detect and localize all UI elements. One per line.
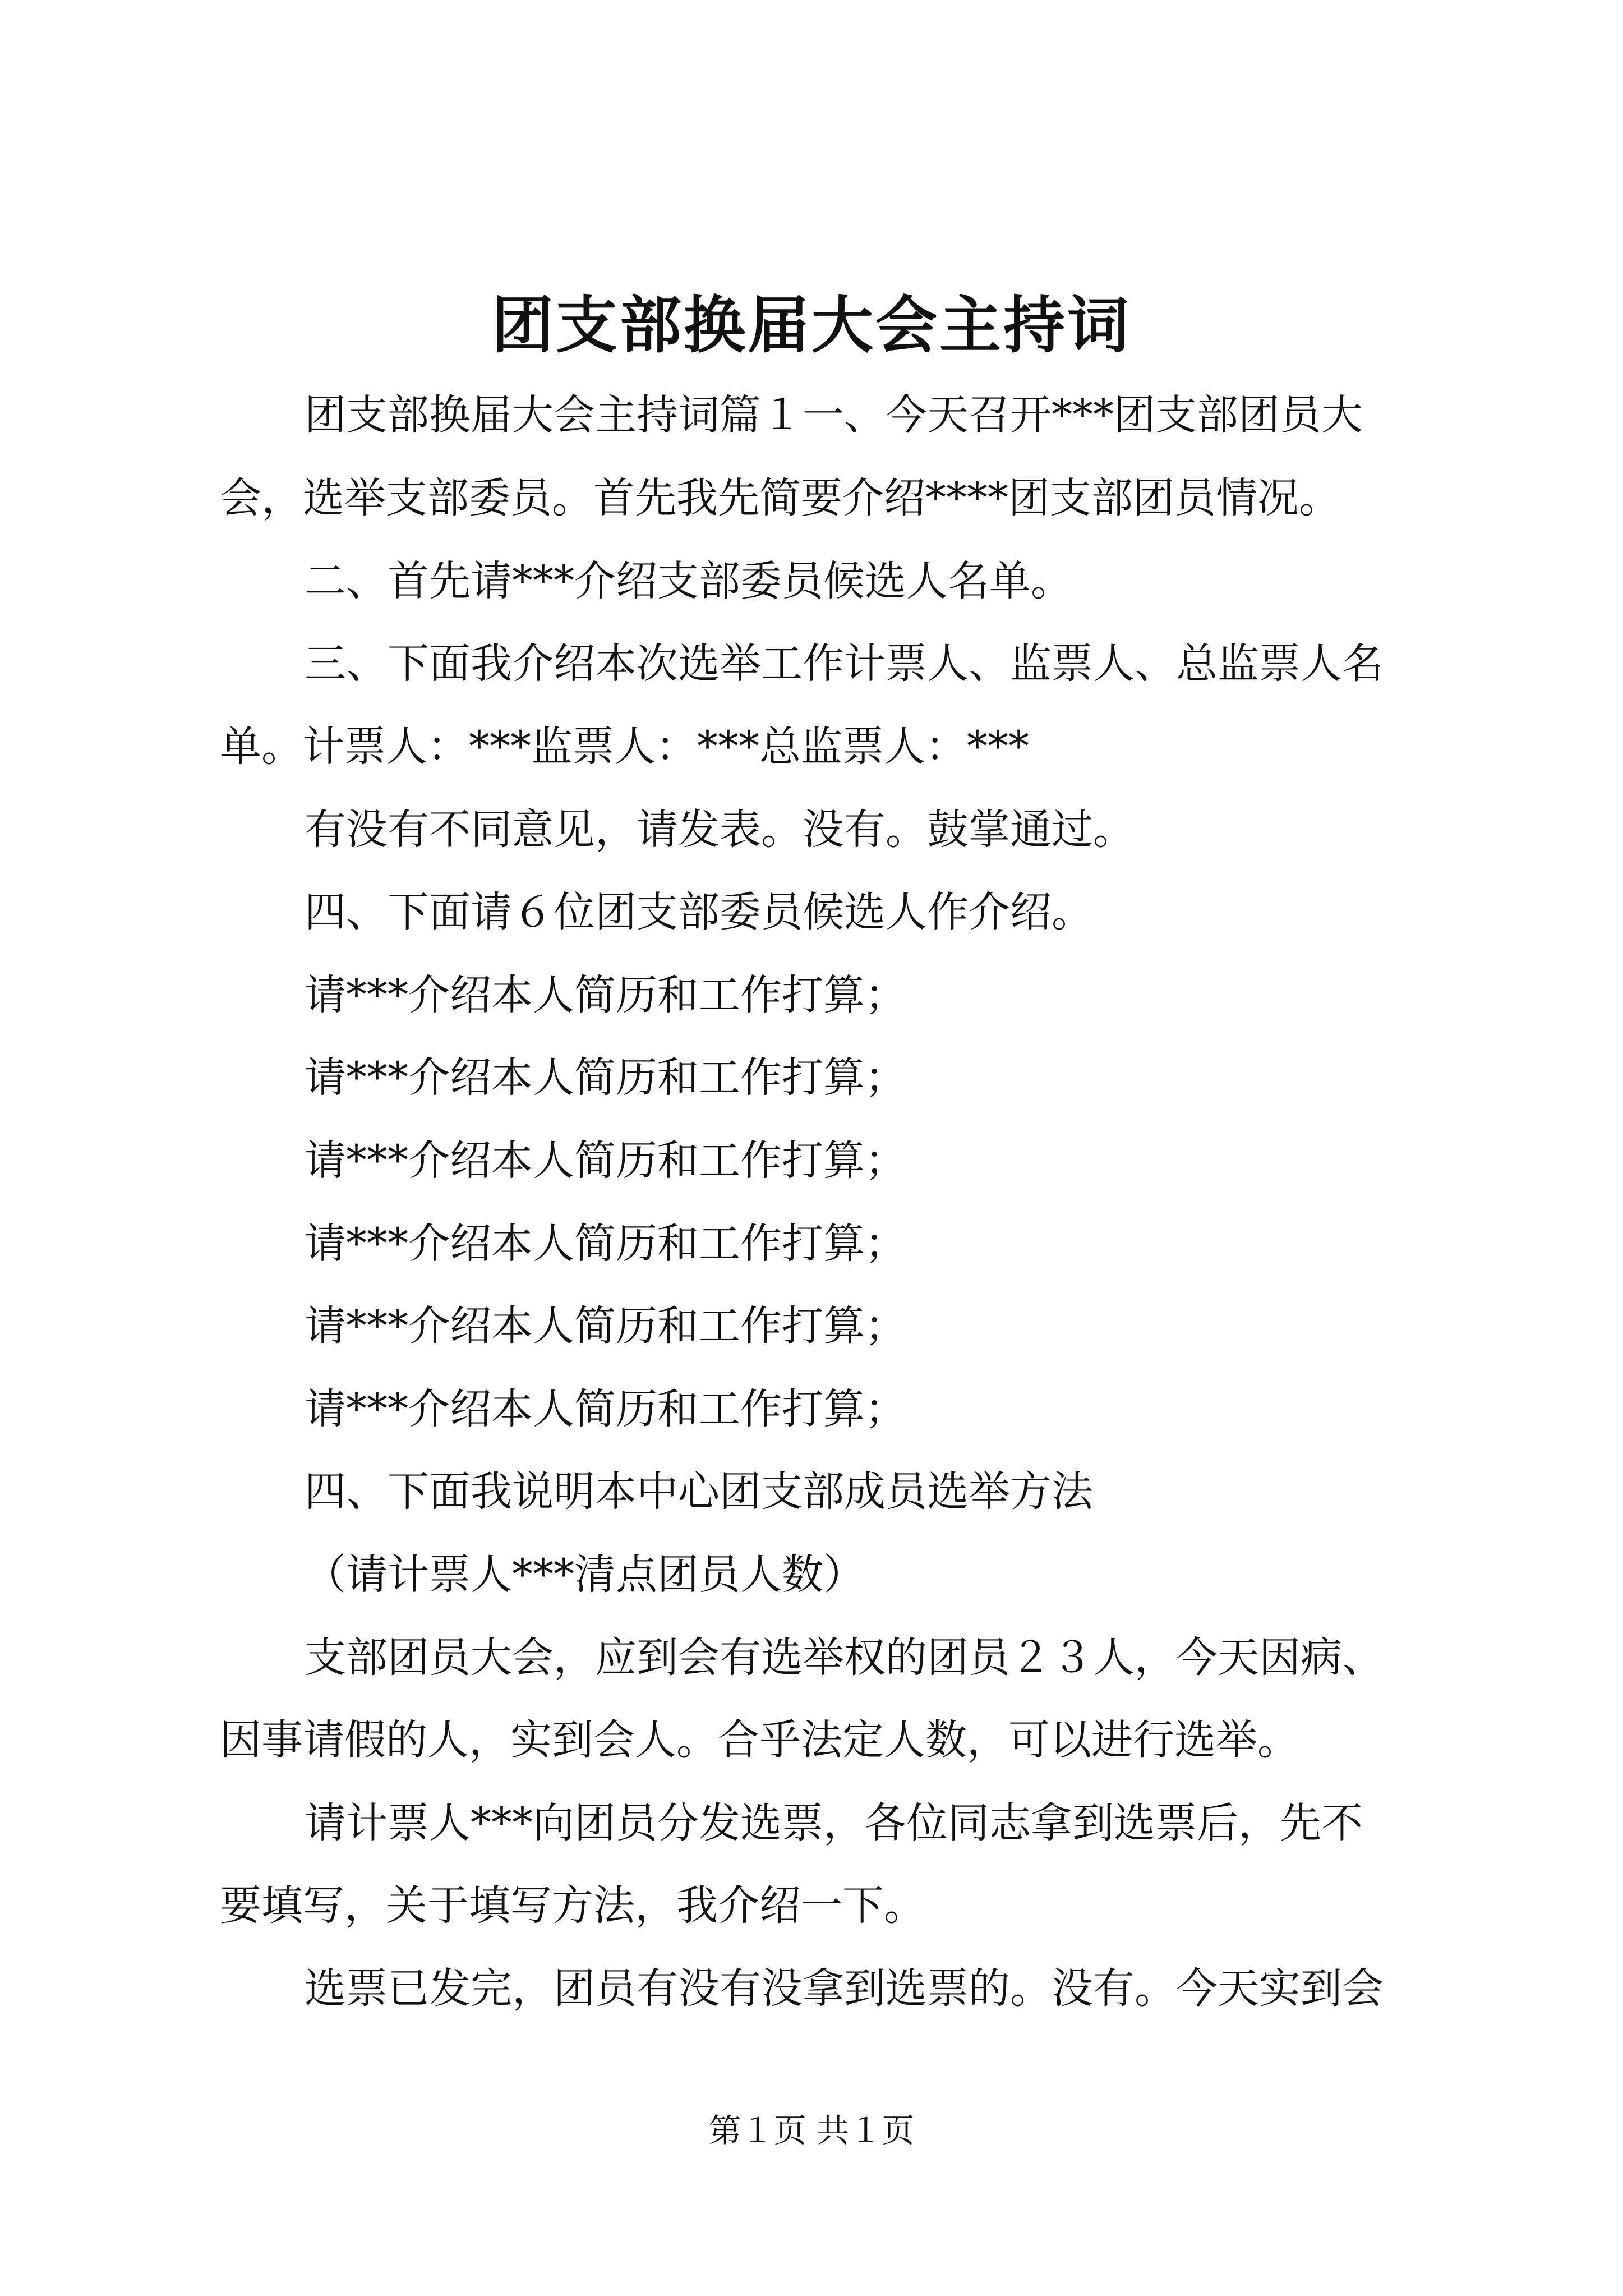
- page-number-footer: 第１页 共１页: [708, 2111, 915, 2150]
- paragraph-line: 支部团员大会，应到会有选举权的团员２３人，今天因病、: [305, 1634, 1384, 1682]
- paragraph-line: 要填写，关于填写方法，我介绍一下。: [220, 1881, 925, 1930]
- paragraph-line: 二、首先请***介绍支部委员候选人名单。: [305, 557, 1072, 605]
- paragraph-line: 请计票人***向团员分发选票，各位同志拿到选票后，先不: [305, 1799, 1363, 1847]
- paragraph-line: 选票已发完，团员有没有没拿到选票的。没有。今天实到会: [305, 1964, 1384, 2013]
- document-title: 团支部换届大会主持词: [492, 289, 1131, 361]
- paragraph-line: 请***介绍本人简历和工作打算；: [305, 1053, 906, 1102]
- paragraph-line: 三、下面我介绍本次选举工作计票人、监票人、总监票人名: [305, 639, 1384, 688]
- paragraph-line: 因事请假的人，实到会人。合乎法定人数，可以进行选举。: [220, 1716, 1299, 1764]
- paragraph-line: 会，选举支部委员。首先我先简要介绍****团支部团员情况。: [220, 474, 1340, 522]
- paragraph-line: 请***介绍本人简历和工作打算；: [305, 1137, 906, 1185]
- paragraph-line: 请***介绍本人简历和工作打算；: [305, 1385, 906, 1433]
- paragraph-line: 单。计票人：***监票人：***总监票人：***: [220, 723, 1029, 771]
- paragraph-line: 请***介绍本人简历和工作打算；: [305, 1302, 906, 1350]
- paragraph-line: 请***介绍本人简历和工作打算；: [305, 1220, 906, 1268]
- paragraph-line: 请***介绍本人简历和工作打算；: [305, 971, 906, 1019]
- paragraph-line: 四、下面我说明本中心团支部成员选举方法: [305, 1467, 1093, 1516]
- paragraph-line: 四、下面请６位团支部委员候选人作介绍。: [305, 888, 1093, 936]
- paragraph-line: 有没有不同意见，请发表。没有。鼓掌通过。: [305, 806, 1135, 854]
- paragraph-line: （请计票人***清点团员人数）: [305, 1550, 865, 1599]
- paragraph-line: 团支部换届大会主持词篇１一、今天召开***团支部团员大: [305, 391, 1363, 439]
